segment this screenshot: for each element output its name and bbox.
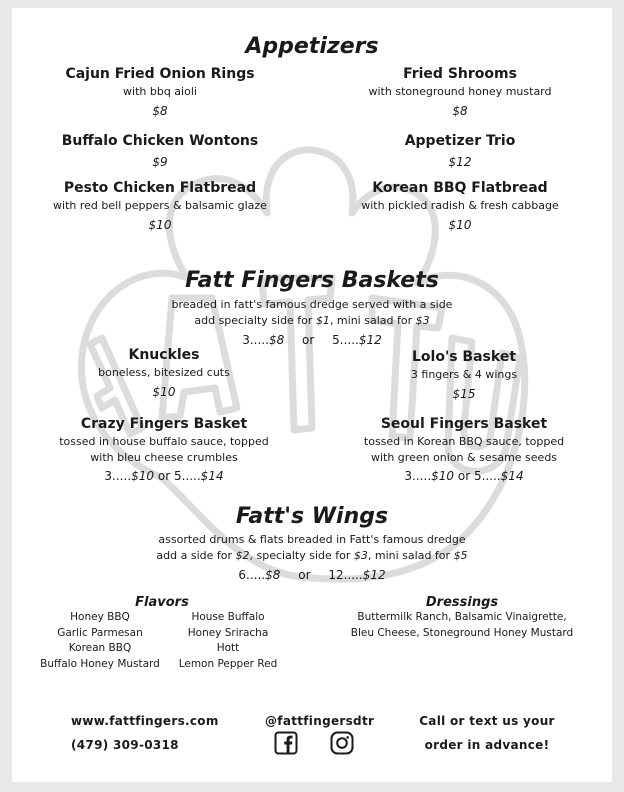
flavors-col2: [168, 610, 288, 672]
or-text: or: [302, 333, 315, 347]
or-text: or: [454, 469, 474, 483]
flavor-item: Buffalo Honey Mustard: [40, 657, 160, 670]
item-name: Fried Shrooms: [403, 66, 517, 82]
text: , mini salad for: [329, 314, 416, 327]
item-name: Buffalo Chicken Wontons: [61, 133, 259, 149]
wings-title: Fatt's Wings: [235, 504, 389, 529]
text: , mini salad for: [367, 549, 454, 562]
dressings-line: Buttermilk Ranch, Balsamic Vinaigrette,: [357, 611, 567, 623]
item-sizes: [44, 469, 284, 483]
wings-desc-line1: assorted drums & flats breaded in Fatt's famous dredge: [158, 533, 466, 546]
size: 6.....: [238, 568, 266, 582]
item-name: Pesto Chicken Flatbread: [63, 180, 257, 196]
item-name: Appetizer Trio: [404, 133, 516, 149]
item-desc-line1: tossed in Korean BBQ sauce, topped: [363, 435, 565, 448]
flavor-item: House Buffalo: [191, 611, 265, 623]
item-name: Korean BBQ Flatbread: [372, 180, 548, 196]
item-name: Cajun Fried Onion Rings: [65, 66, 255, 82]
wings-sizes: [12, 568, 612, 582]
menu-item-cajun-fried-onion-rings: [40, 66, 280, 118]
menu-page: [12, 8, 612, 782]
price: $10: [431, 469, 455, 483]
text: add specialty side for: [194, 314, 316, 327]
flavor-item: Honey BBQ: [70, 611, 130, 623]
flavor-item: Honey Sriracha: [187, 626, 269, 639]
baskets-desc-line2: [12, 313, 612, 329]
size: 3.....: [104, 469, 132, 483]
item-name: Seoul Fingers Basket: [380, 416, 548, 432]
price: $12: [358, 333, 382, 347]
price: $12: [362, 568, 386, 582]
item-desc-line2: with green onion & sesame seeds: [370, 451, 558, 464]
item-desc: boneless, bitesized cuts: [98, 366, 230, 379]
flavor-item: Hott: [216, 642, 240, 654]
item-price: $10: [152, 385, 176, 399]
price: $5: [453, 549, 468, 562]
price: $8: [265, 568, 281, 582]
item-price: $10: [148, 218, 172, 232]
price: $3: [353, 549, 368, 562]
price: $2: [235, 549, 250, 562]
size: 5.....: [473, 469, 501, 483]
or-text: or: [154, 469, 174, 483]
price: $8: [268, 333, 285, 347]
menu-item-fried-shrooms: [340, 66, 580, 118]
item-price: $15: [452, 387, 476, 401]
price: $3: [415, 314, 430, 327]
call-to-action-line1: Call or text us your: [419, 714, 555, 728]
price: $14: [200, 469, 224, 483]
phone-number[interactable]: (479) 309-0318: [71, 738, 179, 752]
size: 5.....: [332, 333, 359, 347]
dressings-list: [332, 610, 592, 641]
item-price: $8: [152, 104, 168, 118]
text: , specialty side for: [249, 549, 354, 562]
menu-item-appetizer-trio: [340, 133, 580, 169]
instagram-icon[interactable]: [330, 731, 354, 755]
baskets-title: Fatt Fingers Baskets: [185, 268, 439, 293]
item-name: Knuckles: [128, 347, 200, 363]
menu-item-crazy-fingers-basket: [44, 416, 284, 483]
menu-item-seoul-fingers-basket: [344, 416, 584, 483]
size: 5.....: [173, 469, 201, 483]
price: $14: [500, 469, 524, 483]
item-desc: 3 fingers & 4 wings: [410, 368, 518, 381]
menu-item-korean-bbq-flatbread: [340, 180, 580, 232]
item-desc: with pickled radish & fresh cabbage: [361, 199, 559, 212]
item-price: $12: [448, 155, 472, 169]
menu-item-knuckles: [44, 347, 284, 399]
item-desc: with red bell peppers & balsamic glaze: [53, 199, 267, 212]
facebook-icon[interactable]: [274, 731, 298, 755]
size: 12.....: [328, 568, 363, 582]
website-link[interactable]: www.fattfingers.com: [71, 714, 219, 728]
size: 3.....: [404, 469, 432, 483]
flavor-item: Korean BBQ: [68, 642, 132, 654]
text: add a side for: [156, 549, 236, 562]
menu-item-lolos-basket: [344, 349, 584, 401]
item-name: Lolo's Basket: [411, 349, 517, 365]
or-text: or: [298, 568, 311, 582]
call-to-action-line2: order in advance!: [424, 738, 550, 752]
flavors-col1: [30, 610, 170, 672]
baskets-sizes: [12, 333, 612, 347]
item-desc-line2: with bleu cheese crumbles: [90, 451, 238, 464]
menu-item-pesto-chicken-flatbread: [40, 180, 280, 232]
size: 3.....: [242, 333, 269, 347]
item-price: $9: [152, 155, 168, 169]
item-desc: with stoneground honey mustard: [368, 85, 552, 98]
item-desc: with bbq aioli: [123, 85, 197, 98]
appetizers-title: Appetizers: [245, 34, 379, 59]
item-price: $10: [448, 218, 472, 232]
flavor-item: Garlic Parmesan: [57, 626, 143, 639]
flavors-title: Flavors: [135, 595, 189, 610]
dressings-title: Dressings: [425, 595, 499, 610]
item-sizes: [344, 469, 584, 483]
item-desc-line1: tossed in house buffalo sauce, topped: [59, 435, 269, 448]
price: $10: [131, 469, 155, 483]
price: $1: [315, 314, 330, 327]
menu-item-buffalo-chicken-wontons: [40, 133, 280, 169]
baskets-desc-line1: breaded in fatt's famous dredge served with a side: [171, 298, 453, 311]
item-name: Crazy Fingers Basket: [80, 416, 248, 432]
social-handle: @fattfingersdtr: [265, 714, 375, 728]
flavor-item: Lemon Pepper Red: [178, 657, 278, 670]
item-price: $8: [452, 104, 468, 118]
wings-desc-line2: [12, 548, 612, 564]
dressings-line: Bleu Cheese, Stoneground Honey Mustard: [350, 626, 574, 639]
